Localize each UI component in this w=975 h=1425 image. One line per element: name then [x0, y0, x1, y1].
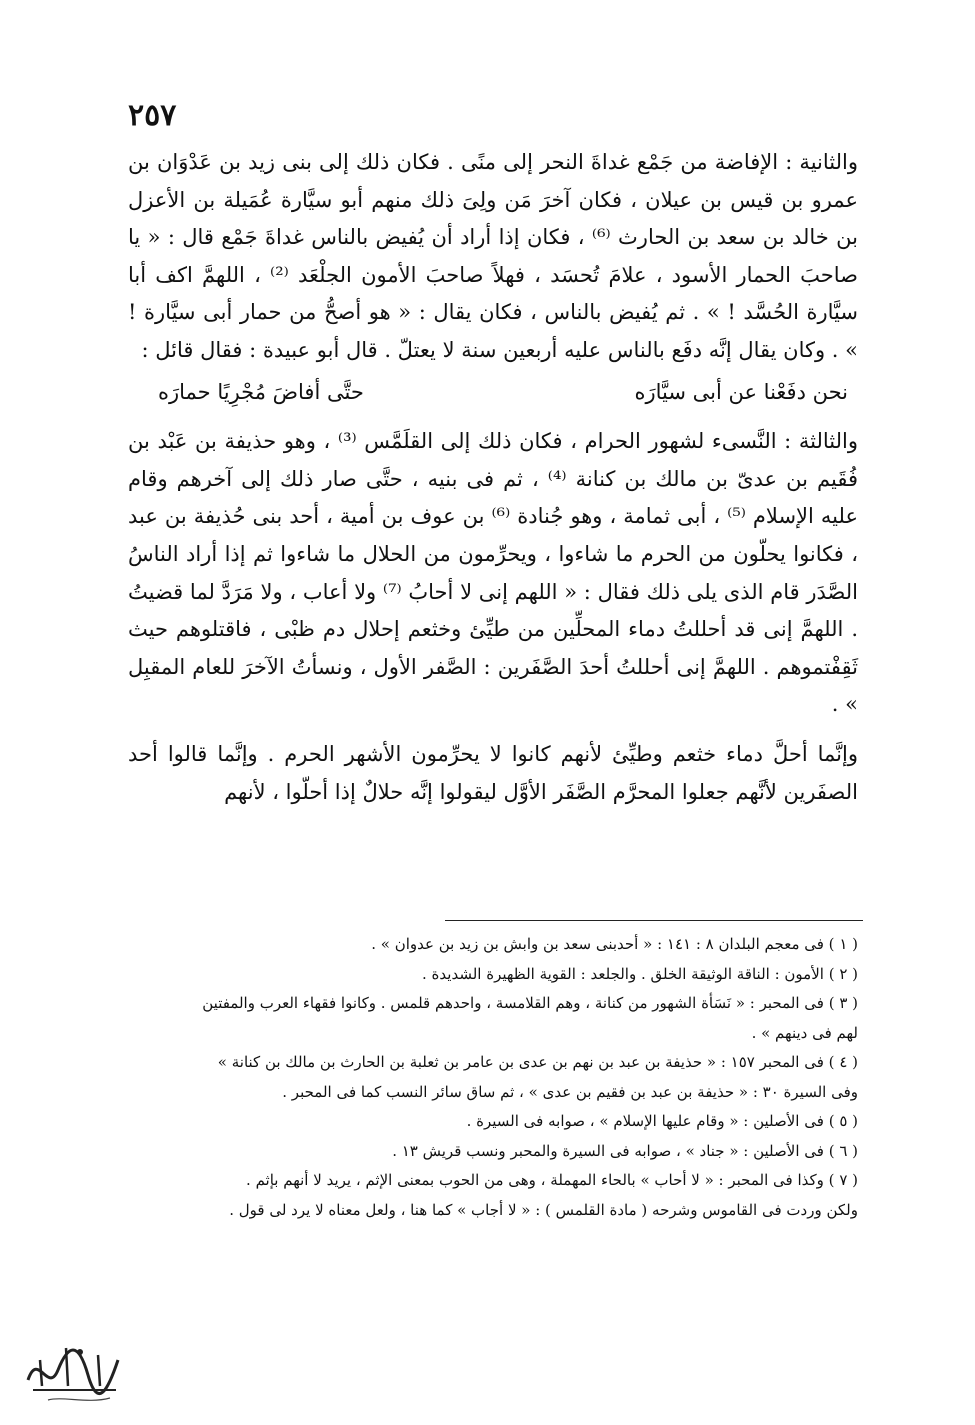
text-line: آخرهم وقام عليه الإسلام ⁽⁵⁾ ، أبى ثمامة ، وهو جُنادة ⁽⁶⁾ بن عوف بن أمية ،: [128, 466, 858, 529]
text-line: ظبْى ، فاقتلوهم حيث ثَقِفْتموهم . اللهمَّ إنى أحللتُ أحدَ الصَّفَرين : الصَّفر الأول ،: [128, 617, 858, 679]
footnote-line: ولكن وردت فى القاموس وشرحه ( مادة القلمس ) : « لا أجاب » كما هنا ، ولعل معناه لا يرد لى قول .: [229, 1200, 858, 1219]
library-stamp-logo: [18, 1320, 128, 1410]
footnote-line: لهم فى دينهم » .: [751, 1023, 858, 1042]
text-line: ثم إذا أراد الناسُ الصَّدَر قام الذى يلى ذلك فقال : « اللهم إنى لا أحابُ ⁽⁷⁾ ولا أعاب ،: [128, 541, 858, 604]
footnote-line: ( ٧ ) وكذا فى المحبر : « لا أحاب » بالحاء المهملة ، وهى من الحوب بمعنى الإثم ، يريد لا أنهم بإثم .: [246, 1171, 858, 1189]
footnote-line: ( ٤ ) فى المحبر ١٥٧ : « حذيفة بن عبد بن نهم بن عدى بن عامر بن ثعلبة بن الحارث بن مالك بن كنانة »: [217, 1053, 858, 1071]
paragraph-2: [128, 423, 858, 724]
text-line: غداةَ جَمْع قال : « يا صاحبَ الحمار الأسود ، علامَ تُحسَد ، فهلاً صاحبَ الأمون: [128, 225, 858, 287]
stamp-calligraphy-icon: [18, 1320, 128, 1410]
footnotes: [128, 930, 858, 1225]
page-number: ٢٥٧: [128, 98, 177, 133]
text-line: أحد بنى حُذيفة بن عبد ، فكانوا يحلّون من الحرم ما شاءوا ، ويحرِّمون من الحلال ما شاءوا: [128, 504, 858, 566]
footnote-line: ( ٢ ) الأمون : الناقة الوثيقة الخلق . والجلعد : القوية الظهيرة الشديدة .: [422, 964, 858, 983]
text-line: والثانية : الإفاضة من جَمْع غداةَ النحر إلى منًى . فكان ذلك إلى بنى زيد بن: [219, 150, 858, 174]
text-line: ولا مَرَدَّ لما قضيتُ . اللهمَّ إنى قد أحللتُ دماء المحلِّين من طيِّئ وخثعم إحلال دم: [128, 579, 859, 642]
text-line: والثالثة : النَّسىء لشهور الحرام ، فكان ذلك إلى القلَمَّس ⁽³⁾ ، وهو حذيفة بن: [195, 429, 858, 454]
text-line: « هو أصحُّ من حمار أبى سيَّارة ! » . وكان يقال إنَّه دفَع بالناس عليه أربعين سنة: [128, 300, 858, 362]
footnote-line: ( ٣ ) فى المحبر : « نَسَأة الشهور من كنانة ، وهم القلامسة ، واحدهم قلمس . وكانوا فقهاء العرب والمفتين: [202, 994, 858, 1012]
footnote-line: وفى السيرة ٣٠ : « حذيفة بن عبد بن فقيم بن عدى » ، ثم ساق سائر النسب كما فى المحبر .: [282, 1082, 858, 1101]
footnote-line: ( ٦ ) فى الأصلين : « جناد » ، صوابه فى السيرة والمحبر ونسب قريش ١٣ .: [392, 1141, 858, 1160]
verse-hemistich-2: حتَّى أفاضَ مُجْرِيًا حمارَه: [158, 379, 364, 404]
verse-hemistich-1: نحن دفَعْنا عن أبى سيَّارَه: [634, 379, 848, 404]
text-line: عَبْد بن فُقَيم بن عدىّ بن مالك بن كنانة ⁽⁴⁾ ، ثم فى بنيه ، حتَّى صار ذلك إلى: [128, 429, 858, 491]
verse: [128, 372, 858, 414]
paragraph-1: [128, 144, 858, 370]
footnote-line: ( ٥ ) فى الأصلين : « وقام عليها الإسلام » ، صوابه فى السيرة .: [466, 1112, 858, 1130]
text-line: لا يعتلّ . قال أبو عبيدة : فقال قائل :: [141, 337, 455, 362]
text-line: عَدْوَان بن عمرو بن قيس بن عيلان ، فكان آخرَ مَن ولِىَ ذلك منهم أبو سيَّارة: [128, 150, 858, 212]
footnote-line: ( ١ ) فى معجم البلدان ٨ : ١٤١ : « أحدبنى سعد بن وابش بن زيد بن عدوان » .: [371, 935, 858, 953]
text-line: ونسأتُ الآخرَ للعام المقبِل » .: [128, 654, 858, 717]
text-line: وإنَّما أحلَّ دماء خثعم وطيِّئ لأنهم كانوا لا يحرِّمون الأشهر الحرم . وإنَّما قالوا: [167, 741, 858, 766]
main-text: [128, 144, 858, 811]
text-line: أحد الصفَرين لأنَّهم جعلوا المحرَّم الصَّفَر الأوَّل ليقولوا إنَّه حلالٌ إذا أحلّوا ، لأنهم: [128, 741, 858, 804]
text-line: عُمَيلة بن الأعزل بن خالد بن سعد بن الحارث ⁽⁶⁾ ، فكان إذا أراد أن يُفيض بالناس: [128, 187, 858, 250]
footnote-divider: [445, 920, 863, 921]
text-line: الجلْعَد ⁽²⁾ ، اللهمَّ اكف أبا سيَّارة الحُسَّد ! » . ثم يُفيض بالناس ، فكان يقال :: [128, 262, 858, 325]
paragraph-3: [128, 736, 858, 811]
